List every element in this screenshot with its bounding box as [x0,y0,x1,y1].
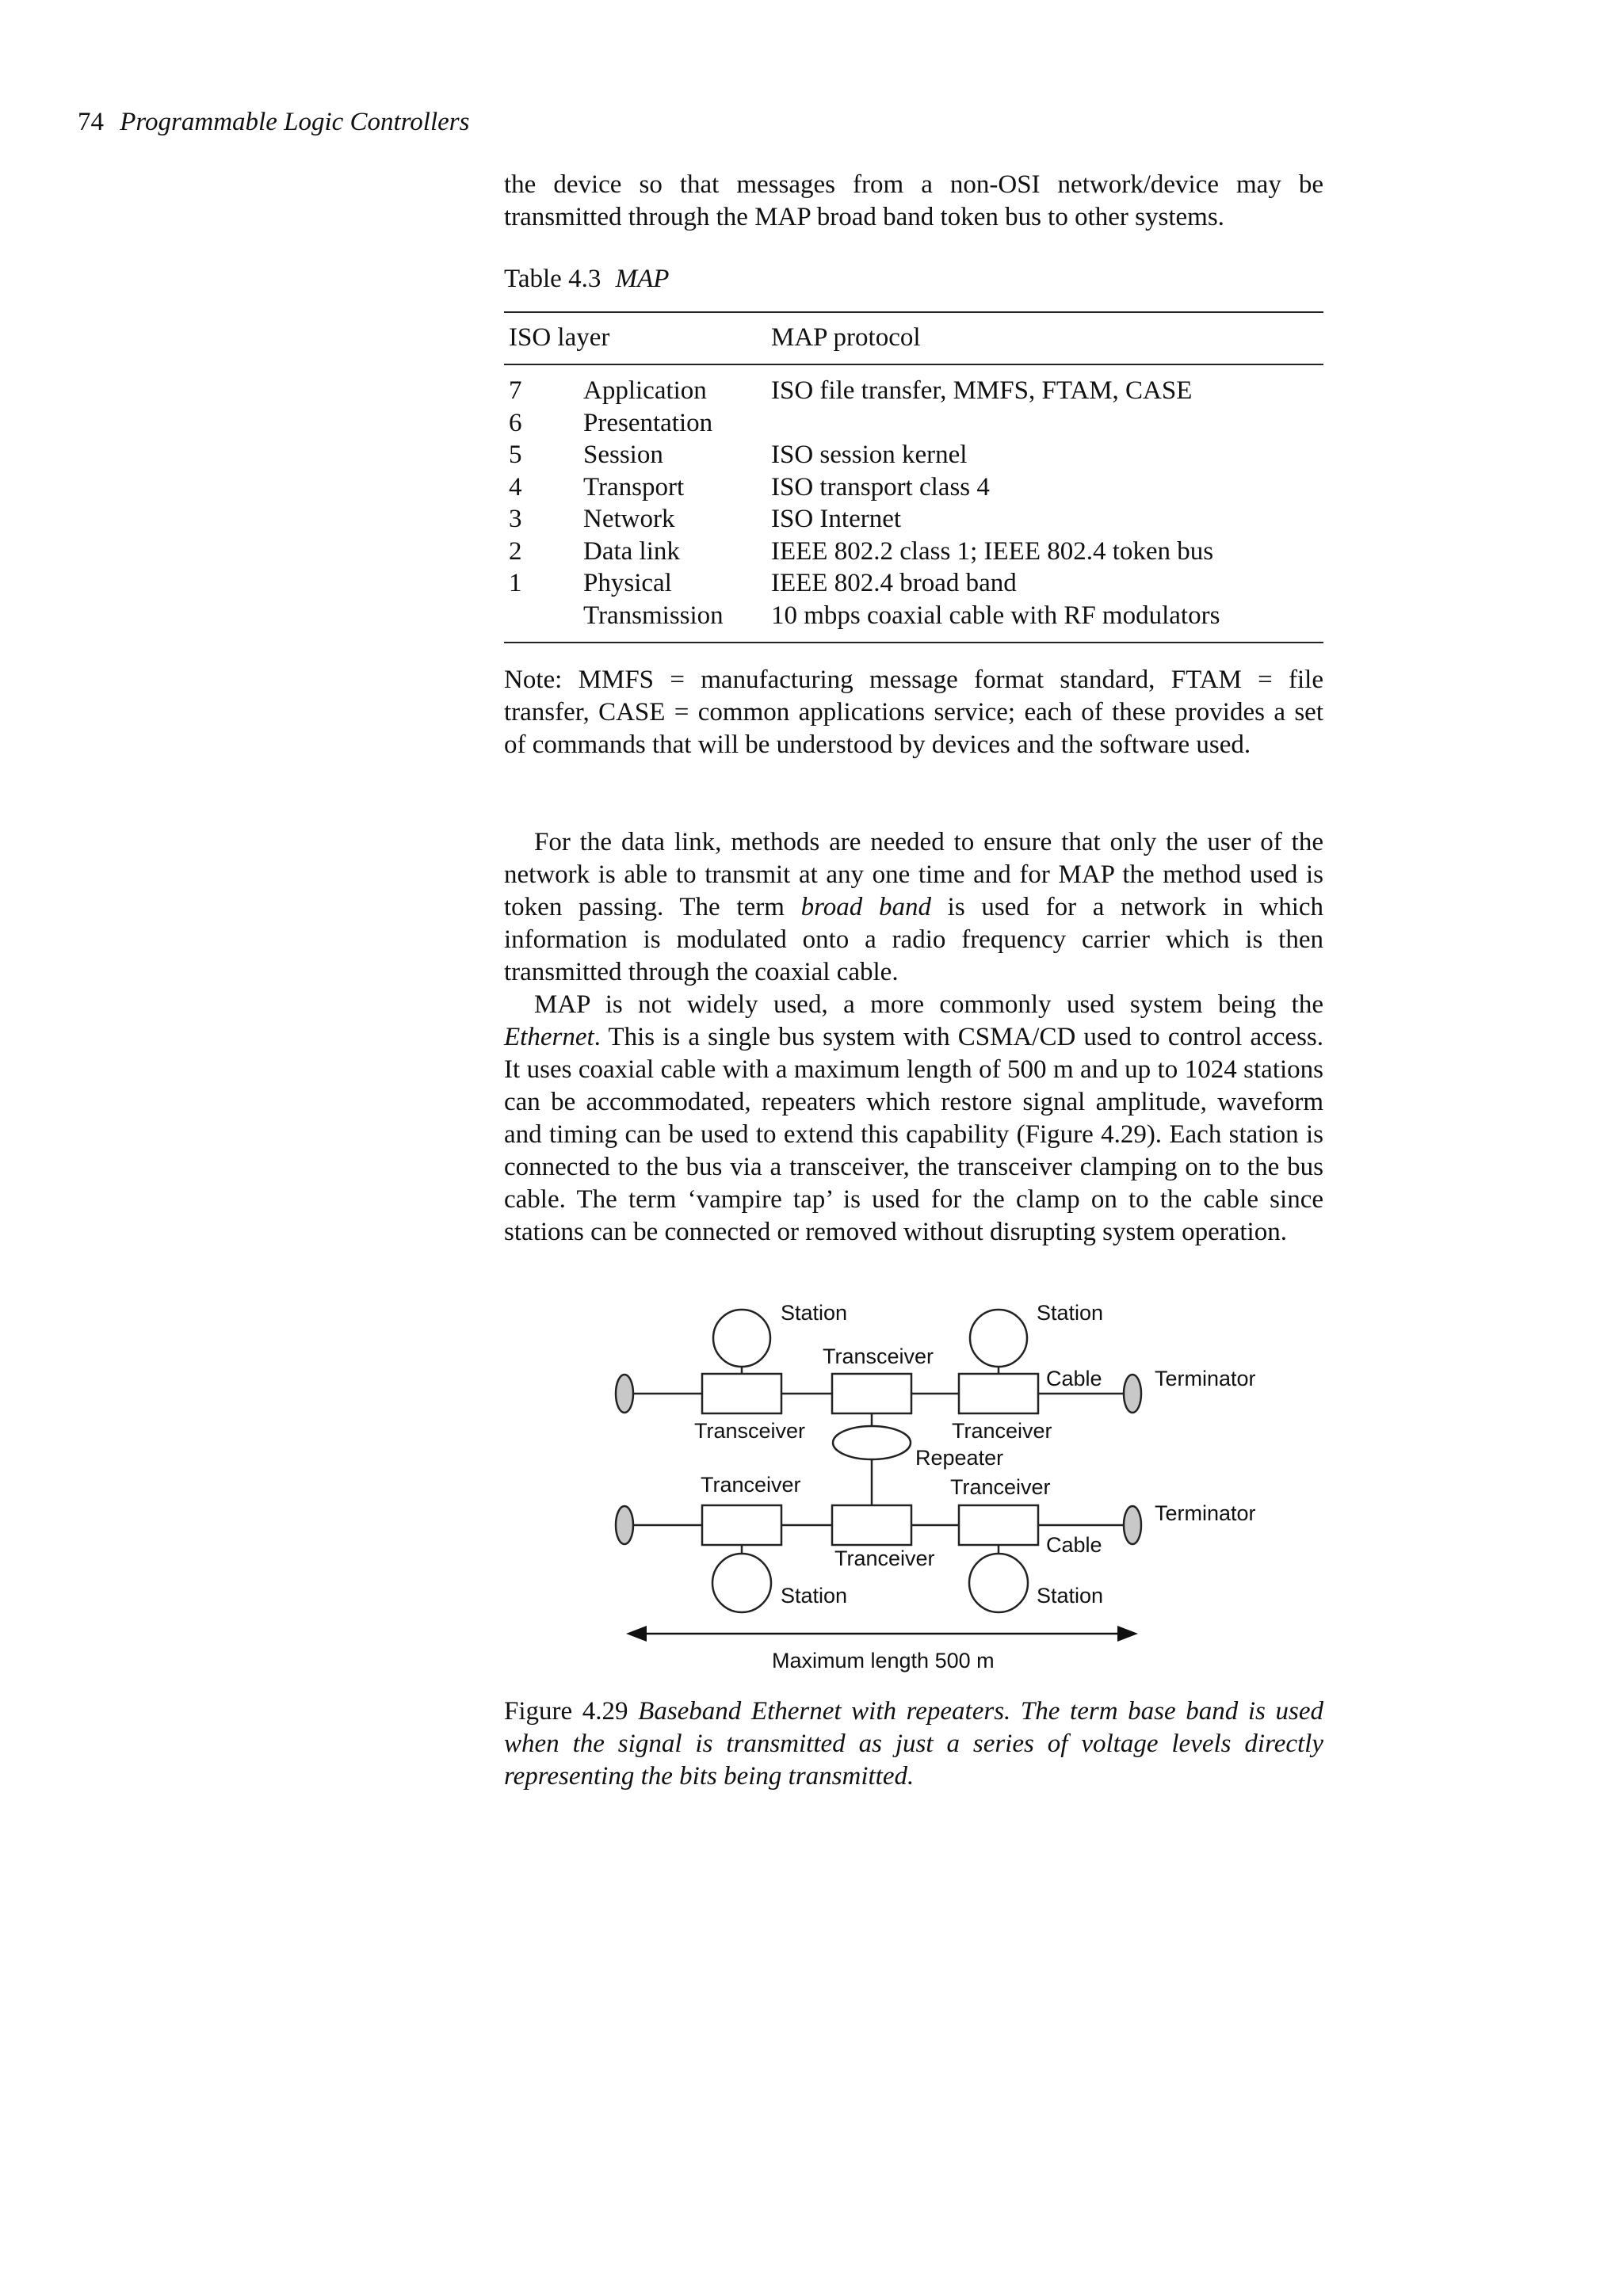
layer-protocol: ISO file transfer, MMFS, FTAM, CASE [771,376,1193,405]
table-header-rule [504,364,1323,365]
paragraph-top-container [504,169,1323,234]
layer-protocol: 10 mbps coaxial cable with RF modulators [771,601,1220,630]
page-number: 74 [78,108,104,136]
running-head [78,108,469,137]
table-row [504,601,1323,634]
station-circle [712,1554,771,1612]
layer-number: 6 [509,408,522,437]
transceiver-box [832,1505,911,1545]
layer-number: 4 [509,472,522,502]
emphasis-broad-band: broad band [800,893,931,921]
label-transceiver: Transceiver [823,1344,934,1368]
label-max-length: Maximum length 500 m [772,1649,995,1672]
transceiver-box [702,1505,781,1545]
layer-number: 7 [509,376,522,405]
table-row [504,409,1323,441]
label-station: Station [781,1301,848,1325]
figure-caption-label: Figure 4.29 [504,1697,628,1726]
label-tranceiver: Tranceiver [950,1475,1051,1499]
layer-number: 3 [509,505,522,533]
layer-name: Data link [583,536,680,566]
arrowhead-right-icon [1117,1626,1138,1642]
label-cable: Cable [1046,1367,1102,1390]
paragraph-data-link [504,826,1323,989]
terminator-shape [1124,1506,1141,1544]
label-transceiver: Transceiver [694,1419,806,1443]
label-tranceiver: Tranceiver [834,1547,935,1570]
table-header [504,323,1323,356]
transceiver-box [702,1374,781,1413]
terminator-shape [616,1375,633,1413]
table-top-rule [504,311,1323,313]
table-caption [504,265,669,294]
layer-name: Session [583,441,663,469]
label-terminator: Terminator [1155,1367,1256,1390]
table-row [504,376,1323,409]
layer-name: Transmission [583,601,724,630]
label-station: Station [1037,1301,1104,1325]
text-run: For the data link, methods are needed to ensure that only the user of the network is able to transmit at any one time and for MAP the method used is token passing. The term [504,828,1323,921]
terminator-shape [1124,1375,1141,1413]
table-body [504,376,1323,638]
paragraph-top: the device so that messages from a non-OSI network/device may be transmitted through the MAP broad band token bus to other systems. [504,170,1323,231]
text-run: MAP is not widely used, a more commonly used system being the [534,990,1323,1019]
label-station: Station [1037,1584,1104,1608]
terminator-shape [616,1506,633,1544]
text-run: . This is a single bus system with CSMA/CD used to control access. It uses coaxial cable with a maximum length of 500 m and up to 1024 stations can be accommodated, repeaters which restore signal amplitude, waveform and timing can be used to extend this capability (Figure 4.29). Each station is connected to the bus via a transceiver, the transceiver clamping on to the bus cable. The term ‘vampire tap’ is used for the clamp on to the cable since stations can be connected or removed without disrupting system operation. [504,1023,1323,1246]
table-row [504,441,1323,473]
layer-protocol: ISO Internet [771,505,902,533]
arrowhead-left-icon [626,1626,647,1642]
table-title: MAP [615,265,670,293]
layer-name: Physical [583,569,672,597]
figure-caption [504,1695,1323,1793]
layer-name: Transport [583,472,685,502]
ethernet-diagram [602,1283,1284,1684]
layer-protocol: IEEE 802.4 broad band [771,569,1017,597]
book-title: Programmable Logic Controllers [120,108,470,136]
figure-caption-text: Baseband Ethernet with repeaters. The term base band is used when the signal is transmitted as just a series of voltage levels directly representing the bits being transmitted. [504,1697,1323,1791]
table-row [504,537,1323,570]
body-text [504,826,1323,1249]
transceiver-box [832,1374,911,1413]
station-circle [970,1310,1027,1367]
table-header-map-protocol: MAP protocol [771,323,921,352]
station-circle [713,1310,770,1367]
label-tranceiver: Tranceiver [701,1473,801,1497]
layer-protocol: ISO transport class 4 [771,472,990,502]
layer-name: Application [583,376,707,405]
label-station: Station [781,1584,848,1608]
table-note: Note: MMFS = manufacturing message format standard, FTAM = file transfer, CASE = common applications service; each of these provides a set of commands that will be understood by devices and the software used. [504,666,1323,759]
table-header-iso-layer: ISO layer [509,323,610,352]
table-row [504,569,1323,601]
label-terminator: Terminator [1155,1501,1256,1525]
station-circle [969,1554,1028,1612]
table-bottom-rule [504,642,1323,643]
figure-caption-container [504,1695,1323,1793]
transceiver-box [959,1505,1038,1545]
layer-name: Presentation [583,408,713,437]
transceiver-box [959,1374,1038,1413]
emphasis-ethernet: Ethernet [504,1023,594,1051]
layer-number: 1 [509,569,522,597]
label-cable: Cable [1046,1533,1102,1557]
layer-number: 2 [509,536,522,566]
repeater-ellipse [833,1426,911,1459]
layer-protocol: ISO session kernel [771,441,968,469]
label-repeater: Repeater [915,1446,1004,1470]
layer-protocol: IEEE 802.2 class 1; IEEE 802.4 token bus [771,536,1214,566]
layer-name: Network [583,505,675,533]
paragraph-ethernet [504,989,1323,1249]
table-row [504,473,1323,505]
label-tranceiver: Tranceiver [952,1419,1052,1443]
layer-number: 5 [509,441,522,469]
table-note-container [504,664,1323,761]
table-label: Table 4.3 [504,265,601,293]
table-row [504,505,1323,537]
text-run: is used for a network in which information is modulated onto a radio frequency carrier which is then transmitted through the coaxial cable. [504,893,1324,986]
